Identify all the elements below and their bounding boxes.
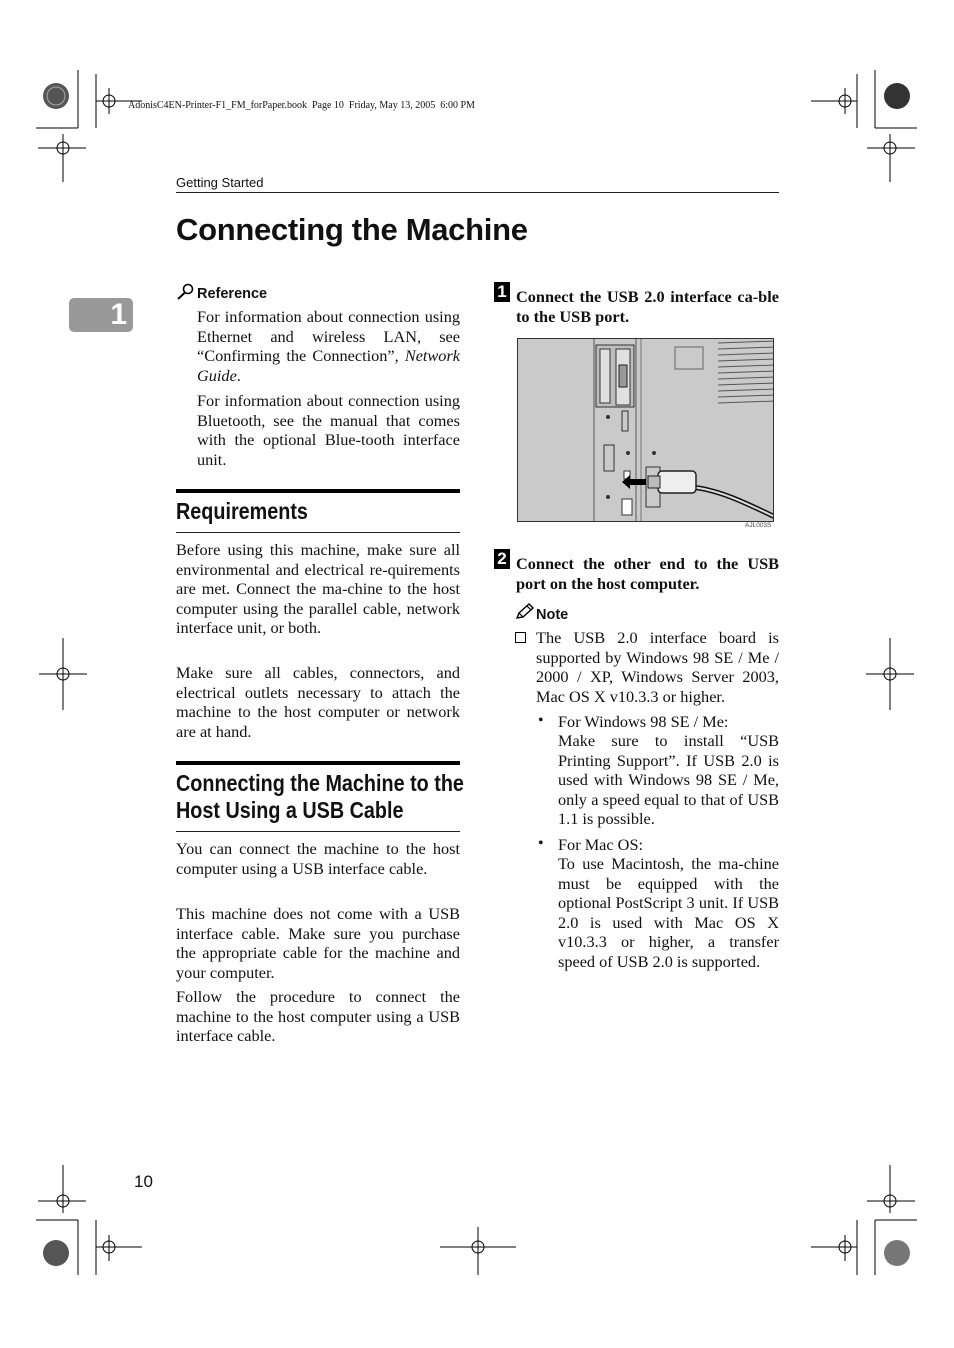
section-rule-bottom bbox=[176, 831, 460, 832]
page-number: 10 bbox=[134, 1172, 153, 1191]
usb-paragraph-3: Follow the procedure to connect the machine to the host computer using a USB interface cable. bbox=[176, 987, 460, 1045]
step-1-text: Connect the USB 2.0 interface ca-ble to the USB port. bbox=[516, 287, 779, 326]
section-rule-top bbox=[176, 489, 460, 493]
bullet-2-title: For Mac OS: bbox=[558, 835, 644, 854]
usb-section-heading: Connecting the Machine to the Host Using a USB Cable bbox=[176, 770, 464, 823]
print-info: AdonisC4EN-Printer-F1_FM_forPaper.book Page 10 Friday, May 13, 2005 6:00 PM bbox=[128, 100, 475, 111]
bullet-2-text: To use Macintosh, the ma-chine must be equipped with the optional PostScript 3 unit. If USB 2.0 is used with Mac OS X v10.3.3 or higher, a transfer speed of USB 2.0 is supported. bbox=[558, 854, 779, 971]
header-rule bbox=[176, 192, 779, 193]
pencil-note-icon bbox=[515, 603, 535, 621]
checkbox-bullet-icon bbox=[515, 632, 526, 643]
usb-paragraph-1: You can connect the machine to the host computer using a USB interface cable. bbox=[176, 839, 460, 878]
requirements-heading: Requirements bbox=[176, 498, 308, 524]
note-item: The USB 2.0 interface board is supported by Windows 98 SE / Me / 2000 / XP, Windows Server 2003, Mac OS X v10.3.3 or higher. bbox=[536, 628, 779, 706]
section-rule-bottom bbox=[176, 532, 460, 533]
bullet-1-text: Make sure to install “USB Printing Support”. If USB 2.0 is used with Windows 98 SE / Me, only a speed equal to that of USB 1.1 is possible. bbox=[558, 731, 779, 828]
network-guide-title: Network Guide bbox=[197, 346, 460, 385]
step-2-text: Connect the other end to the USB port on the host computer. bbox=[516, 554, 779, 593]
registration-mark-icon bbox=[30, 70, 150, 190]
section-rule-top bbox=[176, 761, 460, 765]
step-number-badge: 1 bbox=[494, 282, 510, 302]
usb-port-illustration bbox=[517, 338, 774, 522]
reference-paragraph-1: For information about connection using Ethernet and wireless LAN, see “Confirming the Connection”, Network Guide. bbox=[197, 307, 460, 385]
chapter-tab: 1 bbox=[69, 298, 133, 332]
magnifier-icon bbox=[176, 283, 196, 301]
bullet-1-title: For Windows 98 SE / Me: bbox=[558, 712, 729, 731]
registration-mark-icon bbox=[805, 70, 925, 190]
registration-mark-icon bbox=[35, 638, 95, 710]
reference-label: Reference bbox=[197, 286, 268, 302]
page-title: Connecting the Machine bbox=[176, 212, 528, 247]
printer-rear-panel-icon bbox=[518, 339, 774, 522]
figure-code: AJL003S bbox=[745, 522, 772, 529]
bullet-dot-icon: • bbox=[538, 835, 544, 852]
requirements-paragraph-2: Make sure all cables, connectors, and electrical outlets necessary to attach the machine to the host computer or network are at hand. bbox=[176, 663, 460, 741]
reference-paragraph-2: For information about connection using Bluetooth, see the manual that comes with the optional Blue-tooth interface unit. bbox=[197, 391, 460, 469]
registration-mark-icon bbox=[862, 638, 922, 710]
note-label: Note bbox=[536, 607, 569, 623]
registration-mark-icon bbox=[30, 1165, 150, 1277]
step-number-badge: 2 bbox=[494, 549, 510, 569]
usb-paragraph-2: This machine does not come with a USB interface cable. Make sure you purchase the appropriate cable for the machine and your computer. bbox=[176, 904, 460, 982]
registration-mark-icon bbox=[440, 1225, 516, 1277]
registration-mark-icon bbox=[805, 1165, 925, 1277]
bullet-dot-icon: • bbox=[538, 712, 544, 729]
requirements-paragraph-1: Before using this machine, make sure all environmental and electrical re-quirements are met. Connect the ma-chine to the host computer using the parallel cable, network interface unit, or both. bbox=[176, 540, 460, 637]
running-header: Getting Started bbox=[176, 175, 264, 190]
